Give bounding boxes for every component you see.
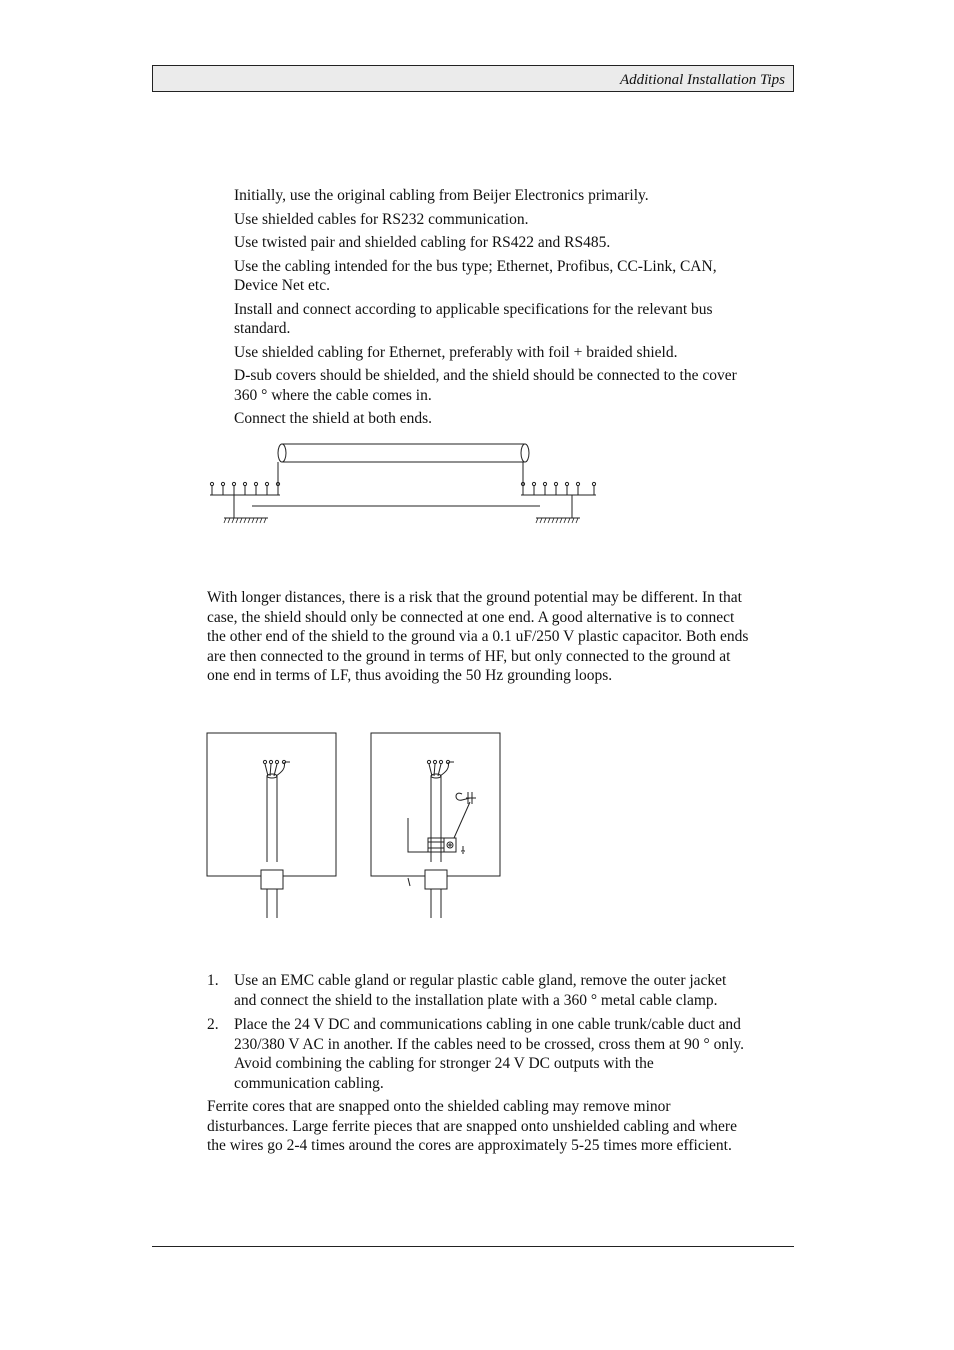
list-item: Initially, use the original cabling from Beijer Electronics primarily. <box>234 187 649 204</box>
list-item: Connect the shield at both ends. <box>234 410 433 427</box>
header-title: Additional Installation Tips <box>619 72 785 88</box>
step-text: Place the 24 V DC and communications cabling in one cable trunk/cable duct and 230/380 V AC in another. If the cables need to be crossed, cross them at 90 ° only. Avoid combining the cabling for stronger 24 V DC outputs with the communication cabling. <box>234 1016 744 1092</box>
footer-divider <box>152 1246 794 1247</box>
installation-steps-list <box>207 971 752 1098</box>
list-item <box>207 971 752 1010</box>
cabling-tips-list <box>234 186 754 433</box>
list-item: Use shielded cables for RS232 communication. <box>234 210 529 228</box>
step-number: 2. <box>207 1016 219 1033</box>
ground-potential-paragraph: With longer distances, there is a risk that the ground potential may be different. In that case, the shield should only be connected at one end. A good alternative is to connect the other end of the shield to the ground via a 0.1 uF/250 V plastic capacitor. Both ends are then connected to the ground in terms of HF, but only connected to the ground at one end in terms of LF, thus avoiding the 50 Hz grounding loops. <box>207 589 749 684</box>
ferrite-paragraph: Ferrite cores that are snapped onto the shielded cabling may remove minor disturbances. Large ferrite pieces that are snapped onto unshielded cabling and where the wires go 2-4 times around the cores are approximately 5-25 times more efficient. <box>207 1098 737 1154</box>
shield-both-ends-diagram <box>200 438 610 528</box>
step-text: Use an EMC cable gland or regular plastic cable gland, remove the outer jacket and connect the shield to the installation plate with a 360 ° metal cable clamp. <box>234 972 727 1009</box>
list-item: Use the cabling intended for the bus type; Ethernet, Profibus, CC-Link, CAN, Device Net etc. <box>234 257 717 294</box>
cable-entry-diagram-clamped <box>370 732 502 920</box>
list-item: Use shielded cabling for Ethernet, preferably with foil + braided shield. <box>234 343 678 361</box>
page-header <box>152 65 794 92</box>
step-number: 1. <box>207 972 219 989</box>
list-item <box>207 1015 752 1093</box>
list-item: D-sub covers should be shielded, and the shield should be connected to the cover 360 ° where the cable comes in. <box>234 367 737 404</box>
list-item: Use twisted pair and shielded cabling for RS422 and RS485. <box>234 234 611 251</box>
cable-entry-diagram-plain <box>206 732 338 920</box>
list-item: Install and connect according to applicable specifications for the relevant bus standard. <box>234 300 713 337</box>
